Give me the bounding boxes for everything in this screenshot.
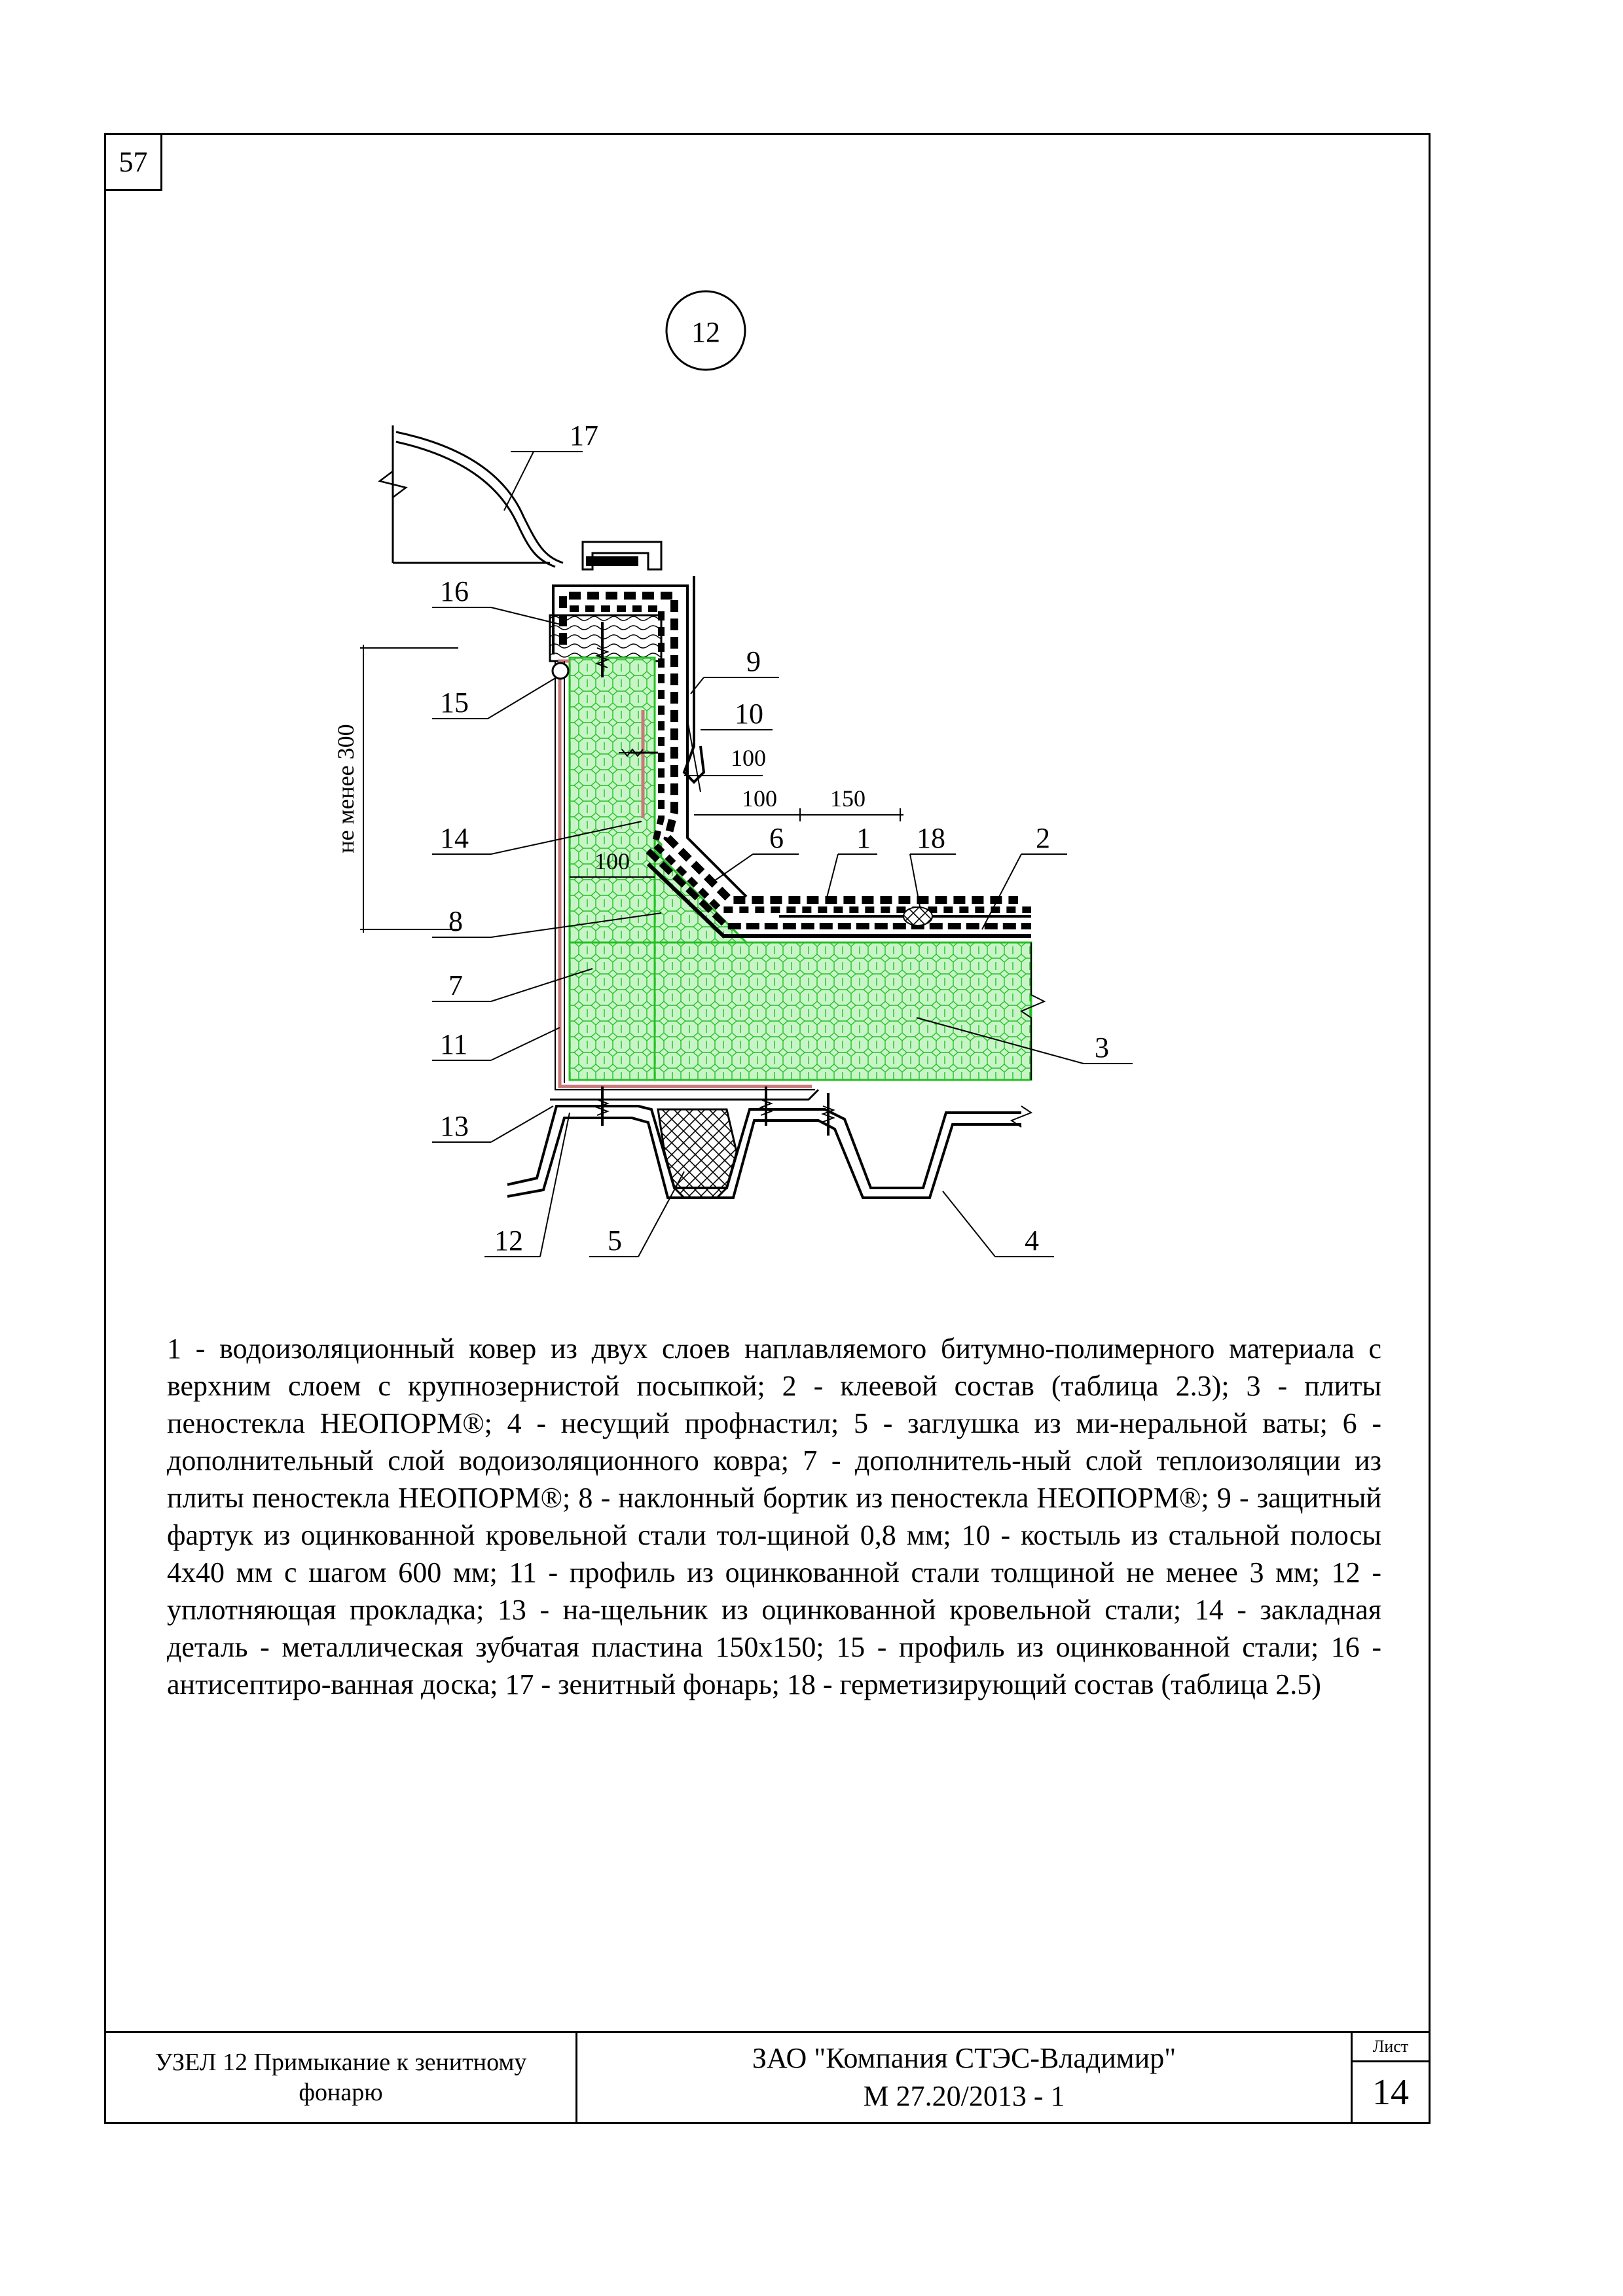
callout-10: 10	[735, 698, 763, 730]
callout-14: 14	[440, 822, 469, 854]
callout-4: 4	[1025, 1225, 1039, 1257]
callout-7: 7	[448, 969, 463, 1001]
sheet-label: Лист	[1351, 2031, 1431, 2062]
callout-8: 8	[448, 905, 463, 937]
callout-17: 17	[570, 420, 598, 452]
document-code: М 27.20/2013 - 1	[863, 2080, 1065, 2112]
callout-12: 12	[494, 1225, 523, 1257]
callout-2: 2	[1036, 822, 1050, 854]
company-name: ЗАО "Компания СТЭС-Владимир"	[752, 2042, 1176, 2074]
title-block-center	[575, 2031, 1353, 2124]
mineral-wool-plug	[658, 1109, 737, 1198]
dim-150: 150	[830, 785, 866, 812]
main-insulation	[655, 942, 1031, 1080]
dim-100-c: 100	[594, 848, 630, 874]
callout-1: 1	[856, 822, 871, 854]
page-number: 57	[104, 133, 162, 191]
callouts	[432, 420, 1133, 1257]
callout-11: 11	[440, 1028, 468, 1060]
skylight-shell	[380, 425, 563, 567]
callout-18: 18	[917, 822, 945, 854]
callout-9: 9	[746, 645, 761, 677]
legend-text: 1 - водоизоляционный ковер из двух слоев наплавляемого битумно-полимерного материала с верхним слоем с крупнозернистой посыпкой; 2 - клеевой состав (таблица 2.3); 3 - плиты пеностекла НЕОПОРМ®; 4 - несущий профнастил; 5 - заглушка из ми-неральной ваты; 6 - дополнительный слой водоизоляционного ковра; 7 - дополнитель-ный слой теплоизоляции из плиты пеностекла НЕОПОРМ®; 8 - наклонный бортик из пеностекла НЕОПОРМ®; 9 - защитный фартук из оцинкованной кровельной стали тол-щиной 0,8 мм; 10 - костыль из стальной полосы 4х40 мм с шагом 600 мм; 11 - профиль из оцинкованной стали толщиной не менее 3 мм; 12 - уплотняющая прокладка; 13 - на-щельник из оцинкованной кровельной стали; 14 - закладная деталь - металлическая зубчатая пластина 150х150; 15 - профиль из оцинкованной стали; 16 - антисептиро-ванная доска; 17 - зенитный фонарь; 18 - герметизирующий состав (таблица 2.5)	[167, 1333, 1381, 1700]
callout-6: 6	[769, 822, 784, 854]
sealant	[903, 907, 932, 925]
callout-13: 13	[440, 1110, 469, 1142]
node-number: 12	[691, 316, 720, 348]
profiled-deck	[507, 1106, 1031, 1198]
node-number-circle	[666, 291, 745, 370]
title-block-title: УЗЕЛ 12 Примыкание к зенитному фонарю	[104, 2031, 577, 2124]
dim-100-a: 100	[731, 745, 766, 771]
dim-height: не менее 300	[333, 724, 359, 853]
callout-3: 3	[1095, 1031, 1109, 1064]
callout-5: 5	[608, 1225, 622, 1257]
sheet-number: 14	[1351, 2060, 1431, 2124]
skylight-clamp	[583, 542, 661, 569]
callout-15: 15	[440, 687, 469, 719]
flashing	[550, 1090, 818, 1100]
dim-100-b: 100	[742, 785, 777, 812]
callout-16: 16	[440, 575, 469, 607]
